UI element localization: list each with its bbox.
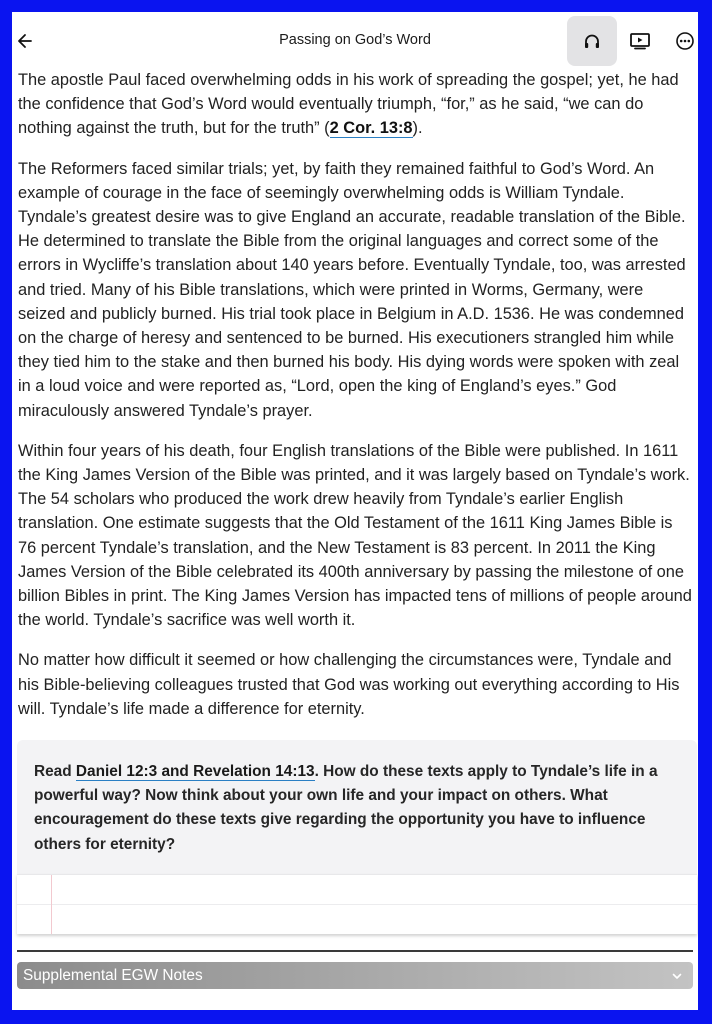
play-video-icon	[629, 31, 651, 51]
egw-notes-label: Supplemental EGW Notes	[23, 967, 203, 984]
section-divider	[17, 950, 693, 952]
discussion-question	[17, 740, 697, 874]
paragraph-1	[18, 68, 694, 141]
audio-button[interactable]	[567, 16, 617, 66]
page-title: Passing on God’s Word	[279, 32, 431, 48]
ruled-line	[17, 904, 697, 905]
paragraph-3: Within four years of his death, four English translations of the Bible were published. In 1611 the King James Version of the Bible was printed, and it was largely based on Tyndale’s work. The 54 scholars who produced the work drew heavily from Tyndale’s earlier English translation. One estimate suggests that the Old Testament of the 1611 King James Bible is 76 percent Tyndale’s translation, and the New Testament is 83 percent. In 2011 the King James Version of the Bible celebrated its 400th anniversary by passing the milestone of one billion Bibles in print. The King James Version has impacted tens of millions of people around the world. Tyndale’s sacrifice was well worth it.	[18, 441, 692, 630]
lesson-content	[18, 68, 694, 737]
headphones-icon	[582, 31, 602, 51]
chevron-down-icon	[671, 962, 683, 989]
paragraph-1-tail: ).	[412, 119, 423, 138]
top-bar	[12, 12, 698, 74]
paragraph-1-text: The apostle Paul faced overwhelming odds in his work of spreading the gospel; yet, he had the confidence that God’s Word would eventually triumph, “for,” as he said, “we can do nothing against the truth, but for the truth” (	[18, 71, 679, 138]
margin-line	[51, 875, 52, 934]
more-horizontal-icon	[675, 31, 695, 51]
app-window	[12, 12, 698, 1010]
question-text-tail: . How do these texts apply to Tyndale’s life in a powerful way? Now think about your own life and your impact on others. What encouragement do these texts give regarding the opportunity you have to influence others for eternity?	[34, 763, 658, 853]
paragraph-4: No matter how difficult it seemed or how challenging the circumstances were, Tyndale and his Bible-believing colleagues trusted that God was working out everything according to His will. Tyndale’s life made a difference for eternity.	[18, 651, 680, 718]
video-button[interactable]	[615, 16, 665, 66]
question-text: Read	[34, 763, 76, 780]
scripture-link-daniel-revelation[interactable]: Daniel 12:3 and Revelation 14:13	[75, 763, 315, 780]
paragraph-2: The Reformers faced similar trials; yet, by faith they remained faithful to God’s Word. An example of courage in the face of seemingly overwhelming odds is William Tyndale. Tyndale’s greatest desire was to give England an accurate, readable translation of the Bible. He determined to translate the Bible from the original languages and correct some of the errors in Wycliffe’s translation about 140 years before. Eventually Tyndale, too, was arrested and tried. Many of his Bible translations, which were printed in Worms, Germany, were seized and publicly burned. His trial took place in Belgium in A.D. 1536. He was condemned on the charge of heresy and sentenced to be burned. His executioners strangled him while they tied him to the stake and then burned his body. His dying words were spoken with zeal in a loud voice and were reported as, “Lord, open the king of England’s eyes.” God miraculously answered Tyndale’s prayer.	[18, 159, 686, 420]
scripture-link-2-cor-13-8[interactable]: 2 Cor. 13:8	[329, 119, 413, 138]
supplemental-egw-notes-toggle[interactable]	[17, 962, 693, 989]
more-options-button[interactable]	[660, 16, 698, 66]
answer-notes-field[interactable]	[17, 874, 697, 934]
